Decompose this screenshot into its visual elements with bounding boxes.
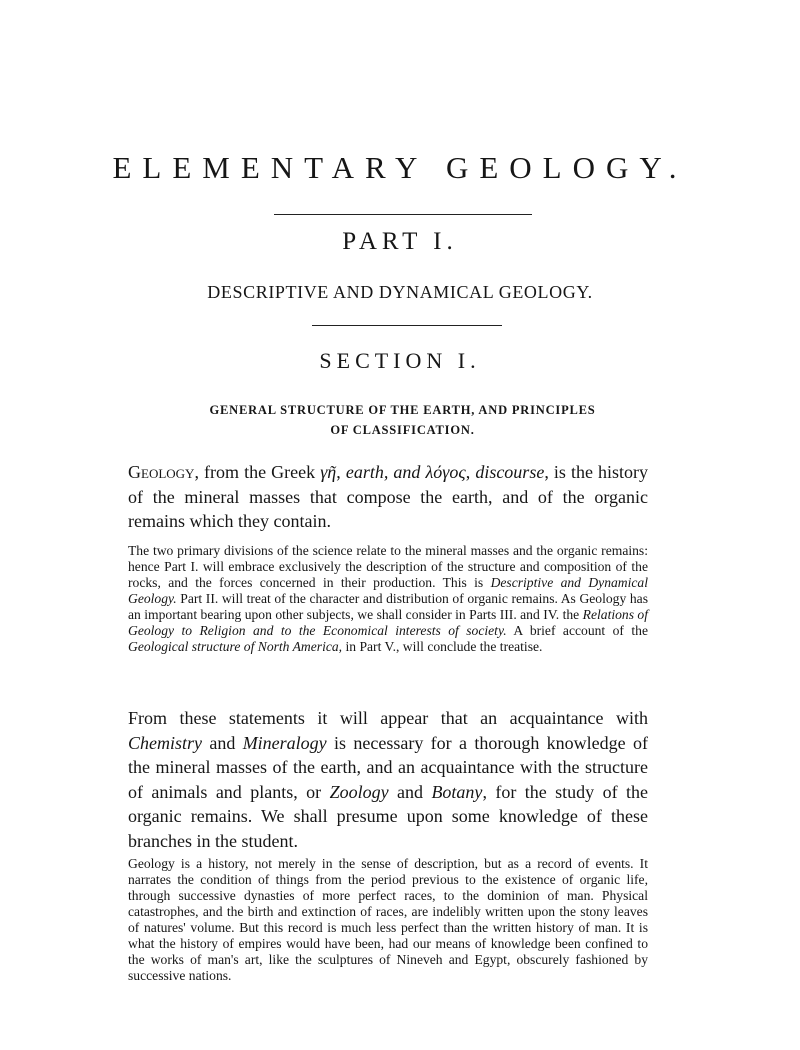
paragraph-definition: Geology, from the Greek γῆ, earth, and λόγος, discourse, is the history of the mineral masses that compose the earth, and of the organic remains which they contain. xyxy=(128,462,649,531)
section-subtitle xyxy=(160,400,645,440)
section-subtitle-line2: OF CLASSIFICATION. xyxy=(330,423,475,437)
paragraph-prerequisites: From these statements it will appear that an acquaintance with Chemistry and Mineralogy is necessary for a thorough knowledge of the mineral masses of the earth, and an acquaintance with the structure of animals and plants, or Zoology and Botany, for the study of the organic remains. We shall presume upon some knowledge of these branches in the student. xyxy=(128,708,649,851)
title-divider xyxy=(274,214,532,215)
part-subtitle: DESCRIPTIVE AND DYNAMICAL GEOLOGY. xyxy=(207,282,593,302)
section-subtitle-line1: GENERAL STRUCTURE OF THE EARTH, AND PRINCIPLES xyxy=(209,403,596,417)
paragraph-divisions: The two primary divisions of the science relate to the mineral masses and the organic remains: hence Part I. will embrace exclusively the description of the structure and composition of the rocks, and the forces concerned in their production. This is Descriptive and Dynamical Geology. Part II. will treat of the character and distribution of organic remains. As Geology has an important bearing upon other subjects, we shall consider in Parts III. and IV. the Relations of Geology to Religion and to the Economical interests of society. A brief account of the Geological structure of North America, in Part V., will conclude the treatise. xyxy=(128,543,649,654)
greek-word-ge: γῆ xyxy=(320,462,337,482)
paragraph-history: Geology is a history, not merely in the sense of description, but as a record of events. It narrates the condition of things from the period previous to the existence of organic life, through successive dynasties of more perfect races, to the dominion of man. Physical catastrophes, and the birth and extinction of races, are indelibly written upon the stony leaves of natures' volume. But this record is much less perfect than the written history of man. It is what the history of empires would have been, had our means of knowledge been confined to the works of man's art, like the sculptures of Nineveh and Egypt, obscurely fashioned by successive nations. xyxy=(128,856,648,983)
greek-word-logos: λόγος xyxy=(425,462,466,482)
part-divider xyxy=(312,325,502,326)
part-heading: PART I. xyxy=(342,228,458,255)
lead-word: Geology xyxy=(128,462,195,482)
section-heading: SECTION I. xyxy=(319,348,481,373)
book-title: ELEMENTARY GEOLOGY. xyxy=(112,150,688,185)
